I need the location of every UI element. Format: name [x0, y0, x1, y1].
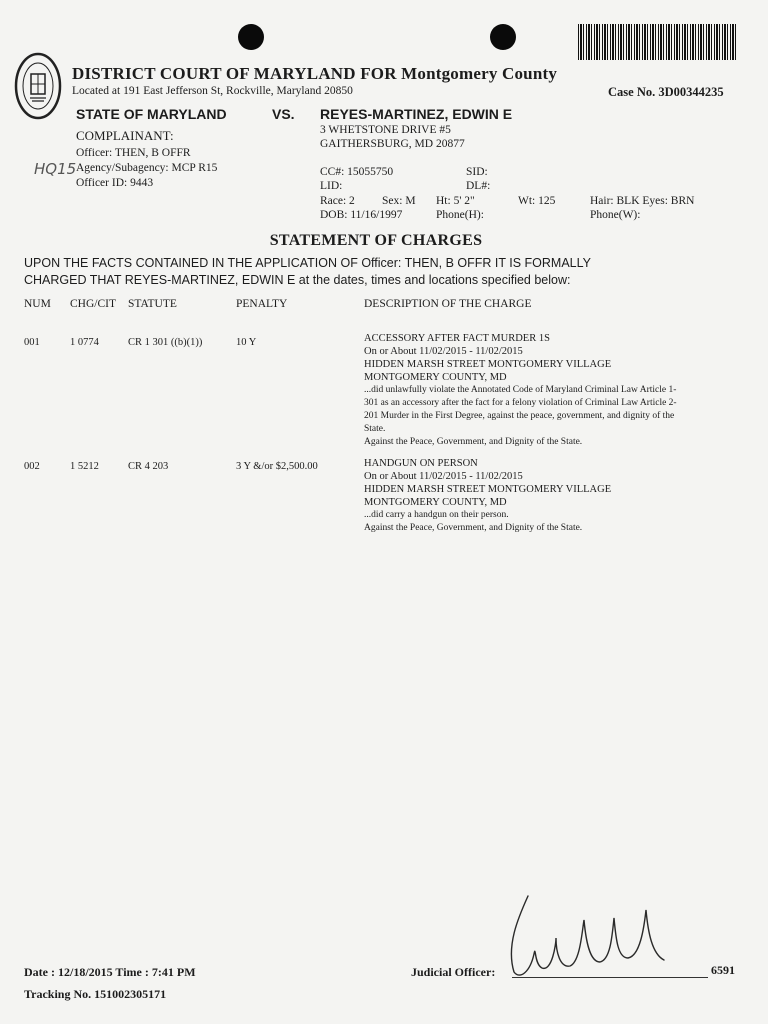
- col-penalty: PENALTY: [236, 298, 288, 310]
- col-chg: CHG/CIT: [70, 298, 116, 310]
- charge-date: On or About 11/02/2015 - 11/02/2015: [364, 471, 523, 482]
- charge-code: 1 5212: [70, 461, 99, 472]
- court-location: Located at 191 East Jefferson St, Rockville, Maryland 20850: [72, 85, 353, 97]
- charge-detail-line: ...did unlawfully violate the Annotated Code of Maryland Criminal Law Article 1-: [364, 385, 677, 395]
- charge-county: MONTGOMERY COUNTY, MD: [364, 372, 507, 383]
- col-num: NUM: [24, 298, 51, 310]
- charge-description: [364, 332, 744, 449]
- charge-description: [364, 457, 744, 535]
- statement-line2: CHARGED THAT REYES-MARTINEZ, EDWIN E at the dates, times and locations specified below:: [24, 273, 571, 287]
- phone-home: Phone(H):: [436, 209, 484, 221]
- charge-detail-line: 301 as an accessory after the fact for a felony violation of Criminal Law Article 2-: [364, 398, 677, 408]
- charge-detail-line: 201 Murder in the First Degree, against the peace, government, and dignity of the: [364, 411, 675, 421]
- versus: VS.: [272, 106, 295, 122]
- charge-penalty: 3 Y &/or $2,500.00: [236, 461, 318, 472]
- charge-num: 002: [24, 461, 40, 472]
- cc-number: CC#: 15055750: [320, 166, 394, 178]
- charge-detail-line: ...did carry a handgun on their person.: [364, 510, 509, 520]
- sex: Sex: M: [382, 195, 416, 207]
- charge-date: On or About 11/02/2015 - 11/02/2015: [364, 346, 523, 357]
- complainant-heading: COMPLAINANT:: [76, 128, 174, 143]
- charge-num: 001: [24, 337, 40, 348]
- weight: Wt: 125: [518, 195, 556, 207]
- charge-penalty: 10 Y: [236, 337, 257, 348]
- complainant-agency: Agency/Subagency: MCP R15: [76, 162, 218, 174]
- statement-title: STATEMENT OF CHARGES: [269, 232, 483, 249]
- complainant-officer: Officer: THEN, B OFFR: [76, 147, 191, 159]
- judicial-officer-label: Judicial Officer:: [411, 965, 496, 979]
- tracking-number: Tracking No. 151002305171: [24, 987, 167, 1001]
- charge-title: ACCESSORY AFTER FACT MURDER 1S: [364, 333, 550, 344]
- dl-number: DL#:: [466, 180, 491, 192]
- charge-statute: CR 4 203: [128, 461, 169, 472]
- height: Ht: 5' 2": [436, 195, 475, 207]
- handwritten-note: HQ15: [34, 160, 77, 178]
- court-title: DISTRICT COURT OF MARYLAND FOR Montgomery County: [72, 64, 558, 83]
- phone-work: Phone(W):: [590, 209, 641, 221]
- case-number: Case No. 3D00344235: [608, 85, 724, 99]
- col-description: DESCRIPTION OF THE CHARGE: [364, 298, 532, 310]
- lid: LID:: [320, 180, 343, 192]
- punch-hole-right: [490, 24, 516, 50]
- barcode: [578, 24, 736, 60]
- defendant-address-line1: 3 WHETSTONE DRIVE #5: [320, 124, 451, 136]
- charge-statute: CR 1 301 ((b)(1)): [128, 337, 203, 348]
- charge-code: 1 0774: [70, 337, 99, 348]
- date-time: Date : 12/18/2015 Time : 7:41 PM: [24, 965, 196, 979]
- complainant-officer-id: Officer ID: 9443: [76, 177, 154, 189]
- charge-place: HIDDEN MARSH STREET MONTGOMERY VILLAGE: [364, 484, 612, 495]
- dob: DOB: 11/16/1997: [320, 209, 403, 221]
- statement-line1: UPON THE FACTS CONTAINED IN THE APPLICATION OF Officer: THEN, B OFFR IT IS FORMALLY: [24, 256, 591, 270]
- defendant-address-line2: GAITHERSBURG, MD 20877: [320, 138, 465, 150]
- charge-closing: Against the Peace, Government, and Dignity of the State.: [364, 523, 583, 533]
- col-statute: STATUTE: [128, 298, 177, 310]
- court-seal-icon: [14, 52, 62, 120]
- sid: SID:: [466, 166, 488, 178]
- charge-place: HIDDEN MARSH STREET MONTGOMERY VILLAGE: [364, 359, 612, 370]
- charge-closing: Against the Peace, Government, and Dignity of the State.: [364, 437, 583, 447]
- statement-text: [24, 255, 591, 289]
- race: Race: 2: [320, 195, 355, 207]
- charge-title: HANDGUN ON PERSON: [364, 458, 478, 469]
- punch-hole-left: [238, 24, 264, 50]
- defendant-name: REYES-MARTINEZ, EDWIN E: [320, 106, 513, 122]
- judicial-officer-id: 6591: [711, 963, 735, 977]
- charge-county: MONTGOMERY COUNTY, MD: [364, 497, 507, 508]
- charge-detail-line: State.: [364, 424, 386, 434]
- signature: [500, 888, 700, 984]
- plaintiff: STATE OF MARYLAND: [76, 106, 227, 122]
- hair-eyes: Hair: BLK Eyes: BRN: [590, 195, 695, 207]
